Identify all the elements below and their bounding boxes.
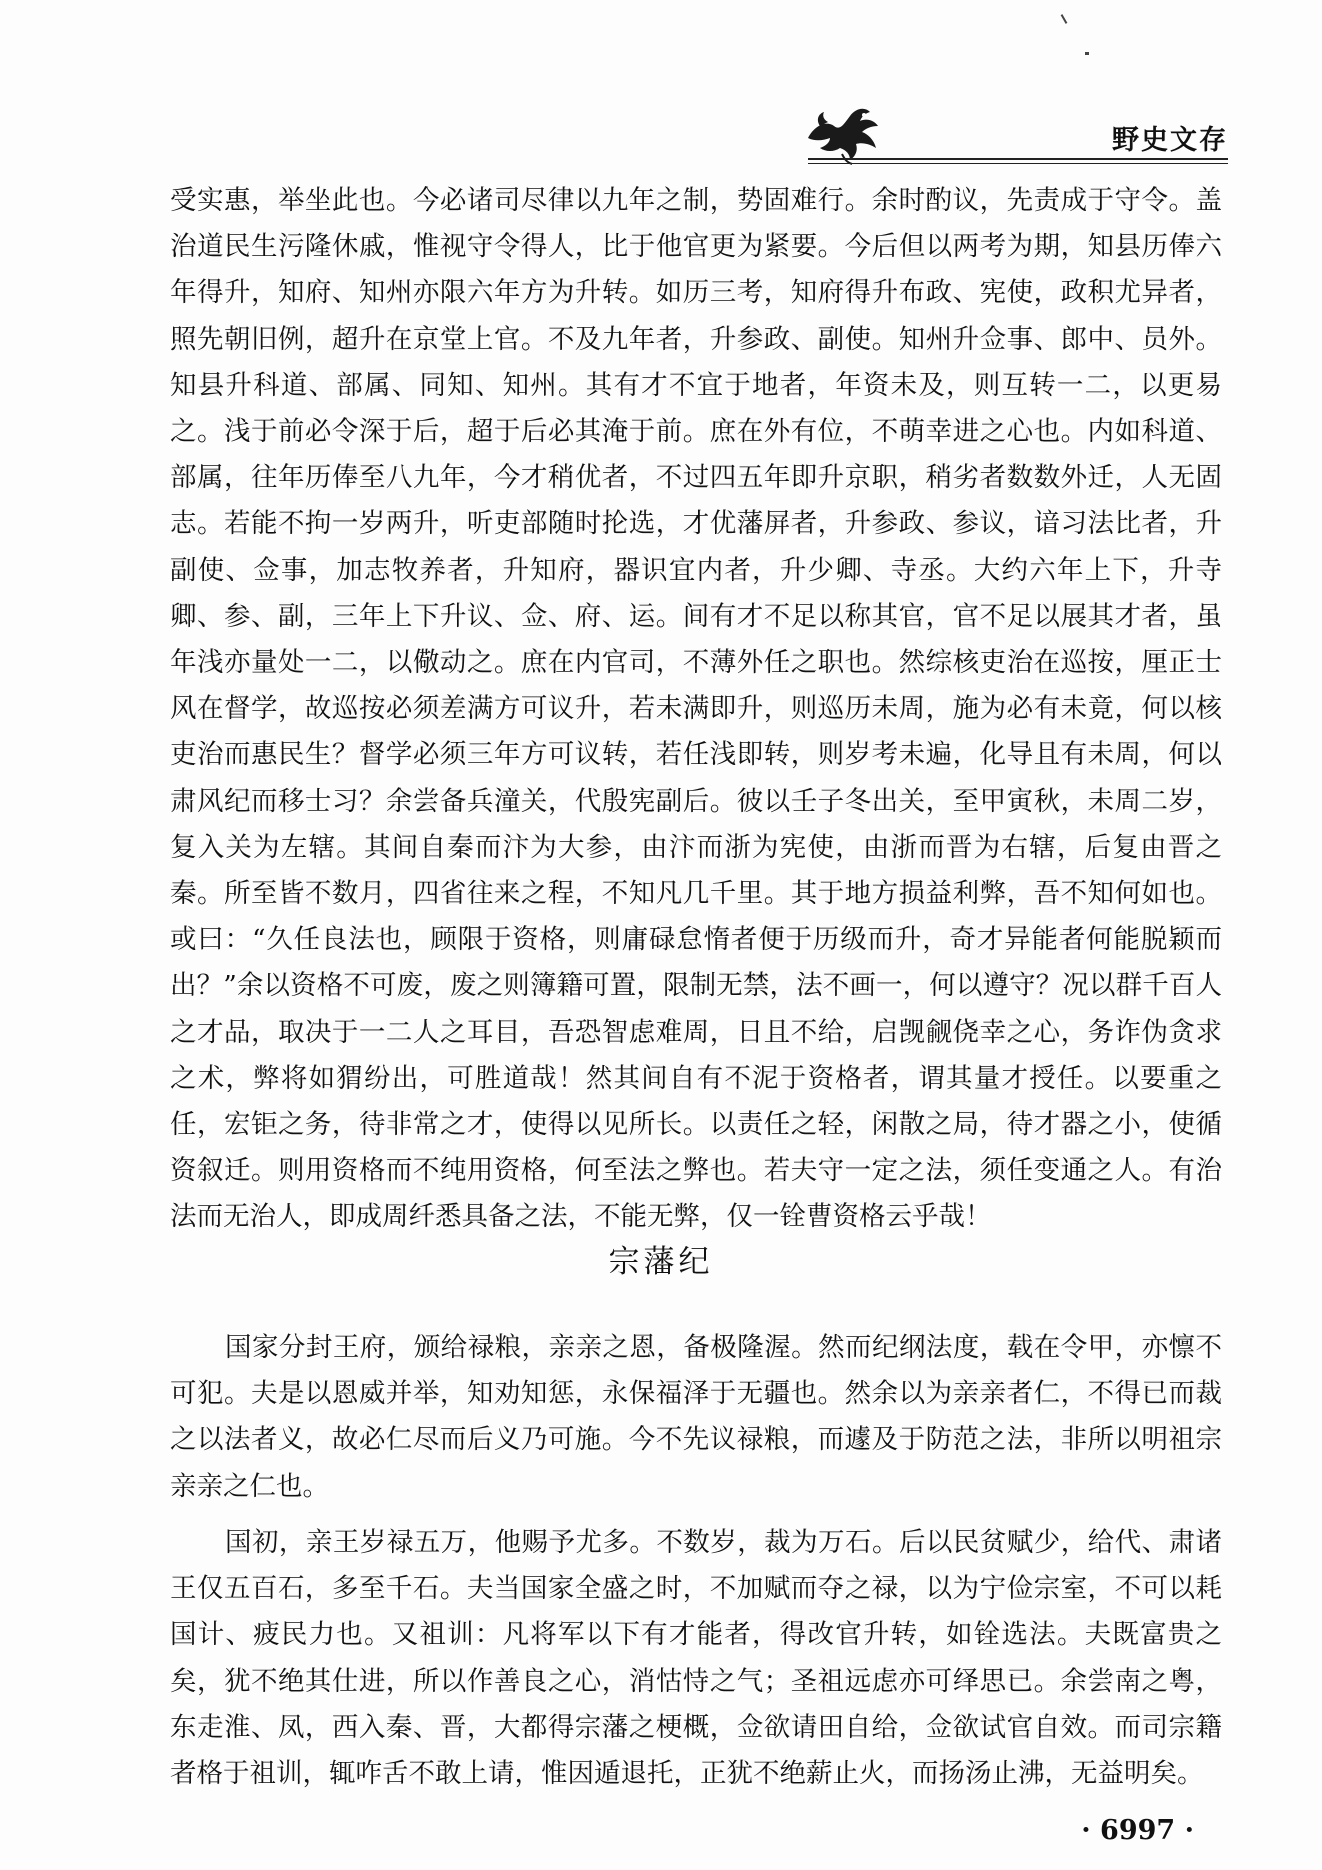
header-rule-thin (808, 163, 1228, 164)
scan-speck (1061, 14, 1068, 24)
dragon-emblem-icon (800, 96, 890, 166)
scan-speck (1085, 52, 1089, 55)
paragraph: 受实惠，举坐此也。今必诸司尽律以九年之制，势固难行。余时酌议，先责成于守令。盖治道民生污隆休戚，惟视守令得人，比于他官更为紧要。今后但以两考为期，知县历俸六年得升，知府、知州亦限六年方为升转。如历三考，知府得升布政、宪使，政积尤异者，照先朝旧例，超升在京堂上官。不及九年者，升参政、副使。知州升佥事、郎中、员外。知县升科道、部属、同知、知州。其有才不宜于地者，年资未及，则互转一二，以更易之。浅于前必令深于后，超于后必其淹于前。庶在外有位，不萌幸进之心也。内如科道、部属，往年历俸至八九年，今才稍优者，不过四五年即升京职，稍劣者数数外迁，人无固志。若能不拘一岁两升，听吏部随时抡选，才优藩屏者，升参政、参议，谙习法比者，升副使、佥事，加志牧养者，升知府，器识宜内者，升少卿、寺丞。大约六年上下，升寺卿、参、副，三年上下升议、佥、府、运。间有才不足以称其官，官不足以展其才者，虽年浅亦量处一二，以儆动之。庶在内官司，不薄外任之职也。然综核吏治在巡按，厘正士风在督学，故巡按必须差满方可议升，若未满即升，则巡历未周，施为必有未竟，何以核吏治而惠民生？督学必须三年方可议转，若任浅即转，则岁考未遍，化导且有未周，何以肃风纪而移士习？余尝备兵潼关，代殷宪副后。彼以壬子冬出关，至甲寅秋，未周二岁，复入关为左辖。其间自秦而汴为大参，由汴而浙为宪使，由浙而晋为右辖，后复由晋之秦。所至皆不数月，四省往来之程，不知凡几千里。其于地方损益利弊，吾不知何如也。或曰：“久任良法也，顾限于资格，则庸碌怠惰者便于历级而升，奇才异能者何能脱颖而出？”余以资格不可废，废之则簿籍可置，限制无禁，法不画一，何以遵守？况以群千百人之才品，取决于一二人之耳目，吾恐智虑难周，日且不给，启觊觎侥幸之心，务诈伪贪求之术，弊将如猬纷出，可胜道哉！然其间自有不泥于资格者，谓其量才授任。以要重之任，宏钜之务，待非常之才，使得以见所长。以责任之轻，闲散之局，待才器之小，使循资叙迁。则用资格而不纯用资格，何至法之弊也。若夫守一定之法，须任变通之人。有治法而无治人，即成周纤悉具备之法，不能无弊，仅一铨曹资格云乎哉！ (170, 185, 1222, 1233)
section-title: 宗藩纪 (608, 1244, 714, 1280)
series-title: 野史文存 (1112, 125, 1228, 156)
paragraph: 国家分封王府，颁给禄粮，亲亲之恩，备极隆渥。然而纪纲法度，载在令甲，亦懔不可犯。夫是以恩威并举，知劝知惩，永保福泽于无疆也。然余以为亲亲者仁，不得已而裁之以法者义，故必仁尽而后义乃可施。今不先议禄粮，而遽及于防范之法，非所以明祖宗亲亲之仁也。 (170, 1332, 1222, 1502)
page-number: · 6997 · (1081, 1815, 1194, 1846)
header-rule (808, 158, 1228, 160)
paragraph: 国初，亲王岁禄五万，他赐予尤多。不数岁，裁为万石。后以民贫赋少，给代、肃诸王仅五百石，多至千石。夫当国家全盛之时，不加赋而夺之禄，以为宁俭宗室，不可以耗国计、疲民力也。又祖训：凡将军以下有才能者，得改官升转，如铨选法。夫既富贵之矣，犹不绝其仕进，所以作善良之心，消怙恃之气；圣祖远虑亦可绎思已。余尝南之粤，东走淮、凤，西入秦、晋，大都得宗藩之梗概，佥欲请田自给，佥欲试官自效。而司宗籍者格于祖训，辄咋舌不敢上请，惟因遁退托，正犹不绝薪止火，而扬汤止沸，无益明矣。 (170, 1527, 1222, 1790)
